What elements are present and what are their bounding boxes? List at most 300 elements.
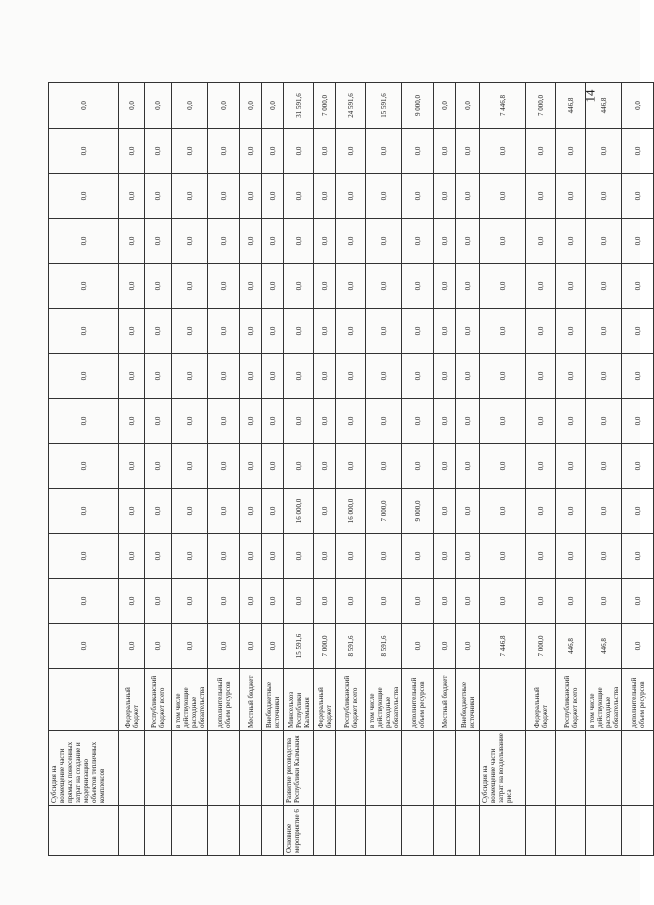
value-cell: 0,0 xyxy=(480,264,526,309)
value-cell: 0,0 xyxy=(145,83,172,129)
value-cell: 9 000,0 xyxy=(402,489,434,534)
value-cell: 0,0 xyxy=(402,309,434,354)
table-row xyxy=(526,83,556,856)
value-cell: 0,0 xyxy=(366,174,402,219)
value-cell: 0,0 xyxy=(556,354,586,399)
value-cell: 0,0 xyxy=(336,399,366,444)
value-cell: 0,0 xyxy=(526,444,556,489)
measure-cell xyxy=(526,731,556,806)
rotated-budget-table-wrapper xyxy=(48,88,646,856)
value-cell: 0,0 xyxy=(586,219,622,264)
value-cell: 0,0 xyxy=(262,534,284,579)
value-cell: 0,0 xyxy=(622,309,654,354)
value-cell: 0,0 xyxy=(434,534,456,579)
value-cell: 0,0 xyxy=(402,579,434,624)
value-cell: 0,0 xyxy=(49,489,119,534)
value-cell: 0,0 xyxy=(556,399,586,444)
value-cell: 0,0 xyxy=(208,129,240,174)
source-cell: дополнительный объем ресурсов xyxy=(402,669,434,731)
value-cell: 0,0 xyxy=(208,174,240,219)
table-row xyxy=(336,83,366,856)
value-cell: 0,0 xyxy=(456,399,480,444)
value-cell: 0,0 xyxy=(366,579,402,624)
value-cell: 0,0 xyxy=(49,264,119,309)
value-cell: 0,0 xyxy=(434,264,456,309)
value-cell: 0,0 xyxy=(284,309,314,354)
activity-cell xyxy=(145,806,172,856)
value-cell: 0,0 xyxy=(208,309,240,354)
value-cell: 0,0 xyxy=(49,219,119,264)
measure-cell: Субсидия на возмещение части затрат на возделывание риса xyxy=(480,731,526,806)
value-cell: 7 000,0 xyxy=(366,489,402,534)
value-cell: 0,0 xyxy=(262,309,284,354)
activity-cell xyxy=(456,806,480,856)
table-row xyxy=(586,83,622,856)
table-row xyxy=(480,83,526,856)
value-cell: 0,0 xyxy=(172,83,208,129)
value-cell: 0,0 xyxy=(480,174,526,219)
activity-cell xyxy=(314,806,336,856)
value-cell: 446,8 xyxy=(586,83,622,129)
value-cell: 0,0 xyxy=(366,354,402,399)
measure-cell xyxy=(262,731,284,806)
value-cell: 7 000,0 xyxy=(314,624,336,669)
value-cell: 0,0 xyxy=(49,83,119,129)
source-cell: Минсельхоз Республики Калмыкия xyxy=(284,669,314,731)
value-cell: 0,0 xyxy=(434,309,456,354)
source-cell: Федеральный бюджет xyxy=(526,669,556,731)
source-cell xyxy=(480,669,526,731)
activity-cell xyxy=(262,806,284,856)
value-cell: 0,0 xyxy=(262,174,284,219)
value-cell: 0,0 xyxy=(262,129,284,174)
value-cell: 0,0 xyxy=(586,174,622,219)
value-cell: 0,0 xyxy=(402,129,434,174)
activity-cell xyxy=(434,806,456,856)
value-cell: 0,0 xyxy=(434,219,456,264)
value-cell: 0,0 xyxy=(208,534,240,579)
value-cell: 0,0 xyxy=(586,489,622,534)
value-cell: 0,0 xyxy=(119,264,145,309)
value-cell: 0,0 xyxy=(434,83,456,129)
source-cell: Федеральный бюджет xyxy=(119,669,145,731)
value-cell: 0,0 xyxy=(208,219,240,264)
source-cell: дополнительный объем ресурсов xyxy=(208,669,240,731)
value-cell: 0,0 xyxy=(119,489,145,534)
value-cell: 0,0 xyxy=(314,219,336,264)
value-cell: 0,0 xyxy=(402,624,434,669)
source-cell xyxy=(49,669,119,731)
source-cell: Внебюджетные источники xyxy=(456,669,480,731)
source-cell: Внебюджетные источники xyxy=(262,669,284,731)
value-cell: 0,0 xyxy=(586,399,622,444)
value-cell: 0,0 xyxy=(366,309,402,354)
value-cell: 7 000,0 xyxy=(526,83,556,129)
value-cell: 0,0 xyxy=(208,399,240,444)
value-cell: 9 000,0 xyxy=(402,83,434,129)
activity-cell: Основное мероприятие 6 xyxy=(284,806,314,856)
value-cell: 0,0 xyxy=(208,489,240,534)
value-cell: 0,0 xyxy=(240,174,262,219)
value-cell: 0,0 xyxy=(556,579,586,624)
value-cell: 0,0 xyxy=(145,354,172,399)
value-cell: 16 000,0 xyxy=(284,489,314,534)
value-cell: 0,0 xyxy=(586,309,622,354)
measure-cell xyxy=(172,731,208,806)
table-row xyxy=(456,83,480,856)
value-cell: 0,0 xyxy=(240,309,262,354)
value-cell: 0,0 xyxy=(456,579,480,624)
value-cell: 0,0 xyxy=(556,219,586,264)
value-cell: 0,0 xyxy=(434,354,456,399)
budget-table xyxy=(48,82,654,856)
value-cell: 0,0 xyxy=(240,489,262,534)
table-row xyxy=(622,83,654,856)
value-cell: 15 591,6 xyxy=(366,83,402,129)
value-cell: 0,0 xyxy=(336,534,366,579)
value-cell: 0,0 xyxy=(172,309,208,354)
value-cell: 7 000,0 xyxy=(314,83,336,129)
value-cell: 0,0 xyxy=(262,399,284,444)
value-cell: 0,0 xyxy=(526,129,556,174)
value-cell: 0,0 xyxy=(284,174,314,219)
value-cell: 0,0 xyxy=(402,444,434,489)
value-cell: 0,0 xyxy=(314,579,336,624)
value-cell: 0,0 xyxy=(526,309,556,354)
table-row xyxy=(208,83,240,856)
value-cell: 0,0 xyxy=(586,444,622,489)
value-cell: 0,0 xyxy=(366,129,402,174)
value-cell: 0,0 xyxy=(119,579,145,624)
value-cell: 0,0 xyxy=(240,354,262,399)
source-cell: дополнительный объем ресурсов xyxy=(622,669,654,731)
value-cell: 0,0 xyxy=(366,399,402,444)
value-cell: 0,0 xyxy=(262,219,284,264)
value-cell: 0,0 xyxy=(145,219,172,264)
source-cell: Республиканский бюджет всего xyxy=(336,669,366,731)
value-cell: 0,0 xyxy=(172,489,208,534)
value-cell: 0,0 xyxy=(119,534,145,579)
value-cell: 0,0 xyxy=(119,219,145,264)
activity-cell xyxy=(208,806,240,856)
value-cell: 7 000,0 xyxy=(526,624,556,669)
activity-cell xyxy=(172,806,208,856)
page-number: 14 xyxy=(582,89,598,103)
table-row xyxy=(556,83,586,856)
value-cell: 0,0 xyxy=(314,444,336,489)
value-cell: 0,0 xyxy=(119,444,145,489)
value-cell: 0,0 xyxy=(622,219,654,264)
value-cell: 0,0 xyxy=(119,309,145,354)
source-cell: в том числе действующие расходные обязательства xyxy=(172,669,208,731)
value-cell: 0,0 xyxy=(336,309,366,354)
value-cell: 0,0 xyxy=(526,264,556,309)
value-cell: 0,0 xyxy=(172,219,208,264)
value-cell: 446,8 xyxy=(586,624,622,669)
value-cell: 0,0 xyxy=(526,534,556,579)
value-cell: 0,0 xyxy=(434,579,456,624)
value-cell: 0,0 xyxy=(456,83,480,129)
activity-cell xyxy=(586,806,622,856)
value-cell: 0,0 xyxy=(145,534,172,579)
measure-cell xyxy=(402,731,434,806)
value-cell: 0,0 xyxy=(336,174,366,219)
value-cell: 0,0 xyxy=(49,534,119,579)
value-cell: 8 591,6 xyxy=(336,624,366,669)
measure-cell xyxy=(456,731,480,806)
activity-cell xyxy=(240,806,262,856)
activity-cell xyxy=(49,806,119,856)
value-cell: 0,0 xyxy=(145,174,172,219)
value-cell: 0,0 xyxy=(456,174,480,219)
activity-cell xyxy=(526,806,556,856)
value-cell: 0,0 xyxy=(49,399,119,444)
measure-cell xyxy=(240,731,262,806)
value-cell: 0,0 xyxy=(526,354,556,399)
value-cell: 0,0 xyxy=(240,579,262,624)
value-cell: 0,0 xyxy=(208,83,240,129)
value-cell: 0,0 xyxy=(314,174,336,219)
value-cell: 0,0 xyxy=(526,174,556,219)
value-cell: 0,0 xyxy=(622,579,654,624)
value-cell: 0,0 xyxy=(145,399,172,444)
value-cell: 0,0 xyxy=(402,174,434,219)
value-cell: 0,0 xyxy=(240,444,262,489)
value-cell: 0,0 xyxy=(480,489,526,534)
value-cell: 0,0 xyxy=(49,579,119,624)
value-cell: 0,0 xyxy=(456,354,480,399)
value-cell: 0,0 xyxy=(586,264,622,309)
value-cell: 0,0 xyxy=(145,309,172,354)
value-cell: 0,0 xyxy=(456,309,480,354)
value-cell: 0,0 xyxy=(172,174,208,219)
value-cell: 8 591,6 xyxy=(366,624,402,669)
value-cell: 0,0 xyxy=(240,624,262,669)
value-cell: 0,0 xyxy=(622,624,654,669)
value-cell: 0,0 xyxy=(208,444,240,489)
value-cell: 0,0 xyxy=(314,354,336,399)
measure-cell xyxy=(145,731,172,806)
value-cell: 0,0 xyxy=(240,399,262,444)
value-cell: 0,0 xyxy=(240,83,262,129)
value-cell: 0,0 xyxy=(119,624,145,669)
value-cell: 0,0 xyxy=(336,129,366,174)
table-row xyxy=(314,83,336,856)
value-cell: 0,0 xyxy=(262,444,284,489)
value-cell: 0,0 xyxy=(336,354,366,399)
table-row xyxy=(262,83,284,856)
value-cell: 0,0 xyxy=(622,489,654,534)
value-cell: 0,0 xyxy=(208,354,240,399)
value-cell: 0,0 xyxy=(119,129,145,174)
value-cell: 0,0 xyxy=(336,264,366,309)
value-cell: 0,0 xyxy=(208,624,240,669)
value-cell: 0,0 xyxy=(145,489,172,534)
source-cell: Республиканский бюджет всего xyxy=(556,669,586,731)
value-cell: 0,0 xyxy=(622,129,654,174)
activity-cell xyxy=(402,806,434,856)
value-cell: 15 591,6 xyxy=(284,624,314,669)
value-cell: 7 446,8 xyxy=(480,624,526,669)
measure-cell xyxy=(208,731,240,806)
measure-cell xyxy=(434,731,456,806)
value-cell: 0,0 xyxy=(172,624,208,669)
value-cell: 0,0 xyxy=(119,174,145,219)
value-cell: 0,0 xyxy=(480,399,526,444)
value-cell: 0,0 xyxy=(434,489,456,534)
table-row xyxy=(172,83,208,856)
activity-cell xyxy=(556,806,586,856)
value-cell: 0,0 xyxy=(480,219,526,264)
measure-cell xyxy=(556,731,586,806)
value-cell: 0,0 xyxy=(434,174,456,219)
table-row xyxy=(119,83,145,856)
value-cell: 0,0 xyxy=(622,174,654,219)
value-cell: 0,0 xyxy=(622,264,654,309)
value-cell: 0,0 xyxy=(49,444,119,489)
table-row xyxy=(240,83,262,856)
value-cell: 0,0 xyxy=(366,219,402,264)
value-cell: 0,0 xyxy=(262,354,284,399)
table-row xyxy=(402,83,434,856)
value-cell: 0,0 xyxy=(119,399,145,444)
measure-cell xyxy=(314,731,336,806)
value-cell: 0,0 xyxy=(284,399,314,444)
value-cell: 0,0 xyxy=(284,354,314,399)
value-cell: 0,0 xyxy=(526,579,556,624)
value-cell: 24 591,6 xyxy=(336,83,366,129)
value-cell: 0,0 xyxy=(336,579,366,624)
value-cell: 0,0 xyxy=(586,579,622,624)
value-cell: 0,0 xyxy=(480,444,526,489)
value-cell: 0,0 xyxy=(262,579,284,624)
value-cell: 0,0 xyxy=(49,309,119,354)
value-cell: 446,8 xyxy=(556,624,586,669)
measure-cell xyxy=(586,731,622,806)
value-cell: 0,0 xyxy=(622,399,654,444)
value-cell: 0,0 xyxy=(402,219,434,264)
value-cell: 0,0 xyxy=(172,534,208,579)
value-cell: 0,0 xyxy=(526,489,556,534)
value-cell: 0,0 xyxy=(586,354,622,399)
value-cell: 446,8 xyxy=(556,83,586,129)
value-cell: 0,0 xyxy=(526,399,556,444)
value-cell: 0,0 xyxy=(434,624,456,669)
value-cell: 0,0 xyxy=(586,534,622,579)
value-cell: 0,0 xyxy=(556,264,586,309)
activity-cell xyxy=(480,806,526,856)
table-row xyxy=(145,83,172,856)
value-cell: 0,0 xyxy=(456,534,480,579)
value-cell: 0,0 xyxy=(262,83,284,129)
value-cell: 0,0 xyxy=(434,399,456,444)
table-row xyxy=(434,83,456,856)
value-cell: 0,0 xyxy=(586,129,622,174)
value-cell: 0,0 xyxy=(145,624,172,669)
value-cell: 0,0 xyxy=(172,399,208,444)
value-cell: 0,0 xyxy=(145,579,172,624)
value-cell: 0,0 xyxy=(526,219,556,264)
value-cell: 0,0 xyxy=(366,444,402,489)
value-cell: 0,0 xyxy=(145,444,172,489)
value-cell: 0,0 xyxy=(480,129,526,174)
value-cell: 0,0 xyxy=(480,579,526,624)
value-cell: 0,0 xyxy=(456,624,480,669)
value-cell: 0,0 xyxy=(402,354,434,399)
value-cell: 0,0 xyxy=(556,444,586,489)
value-cell: 0,0 xyxy=(314,489,336,534)
value-cell: 0,0 xyxy=(622,354,654,399)
value-cell: 0,0 xyxy=(119,83,145,129)
measure-cell: Субсидия на возмещение части прямых понесенных затрат на создание и модернизацию объектов тепличных комплексов xyxy=(49,731,119,806)
value-cell: 0,0 xyxy=(456,444,480,489)
value-cell: 0,0 xyxy=(172,264,208,309)
value-cell: 0,0 xyxy=(240,219,262,264)
value-cell: 0,0 xyxy=(480,354,526,399)
value-cell: 0,0 xyxy=(172,129,208,174)
activity-cell xyxy=(622,806,654,856)
table-row xyxy=(49,83,119,856)
value-cell: 0,0 xyxy=(208,579,240,624)
value-cell: 0,0 xyxy=(172,579,208,624)
value-cell: 0,0 xyxy=(284,579,314,624)
value-cell: 0,0 xyxy=(402,534,434,579)
measure-cell xyxy=(336,731,366,806)
value-cell: 0,0 xyxy=(456,489,480,534)
source-cell: в том числе действующие расходные обязательства xyxy=(366,669,402,731)
table-row xyxy=(366,83,402,856)
table-row xyxy=(284,83,314,856)
value-cell: 0,0 xyxy=(622,444,654,489)
source-cell: в том числе действующие расходные обязательства xyxy=(586,669,622,731)
value-cell: 0,0 xyxy=(145,129,172,174)
value-cell: 0,0 xyxy=(172,444,208,489)
value-cell: 0,0 xyxy=(284,444,314,489)
value-cell: 0,0 xyxy=(622,83,654,129)
measure-cell xyxy=(366,731,402,806)
value-cell: 0,0 xyxy=(240,534,262,579)
value-cell: 0,0 xyxy=(240,129,262,174)
value-cell: 0,0 xyxy=(284,219,314,264)
value-cell: 0,0 xyxy=(49,129,119,174)
source-cell: Республиканский бюджет всего xyxy=(145,669,172,731)
value-cell: 0,0 xyxy=(314,399,336,444)
value-cell: 0,0 xyxy=(556,174,586,219)
value-cell: 16 000,0 xyxy=(336,489,366,534)
activity-cell xyxy=(119,806,145,856)
value-cell: 0,0 xyxy=(284,129,314,174)
value-cell: 0,0 xyxy=(262,624,284,669)
value-cell: 0,0 xyxy=(49,624,119,669)
value-cell: 0,0 xyxy=(456,129,480,174)
value-cell: 0,0 xyxy=(480,309,526,354)
value-cell: 0,0 xyxy=(336,444,366,489)
value-cell: 0,0 xyxy=(119,354,145,399)
value-cell: 0,0 xyxy=(49,174,119,219)
value-cell: 0,0 xyxy=(284,534,314,579)
value-cell: 0,0 xyxy=(366,534,402,579)
value-cell: 0,0 xyxy=(622,534,654,579)
value-cell: 0,0 xyxy=(556,534,586,579)
activity-cell xyxy=(336,806,366,856)
source-cell: Местный бюджет xyxy=(434,669,456,731)
value-cell: 0,0 xyxy=(172,354,208,399)
value-cell: 0,0 xyxy=(434,444,456,489)
value-cell: 0,0 xyxy=(145,264,172,309)
value-cell: 0,0 xyxy=(456,264,480,309)
value-cell: 0,0 xyxy=(49,354,119,399)
value-cell: 7 446,8 xyxy=(480,83,526,129)
